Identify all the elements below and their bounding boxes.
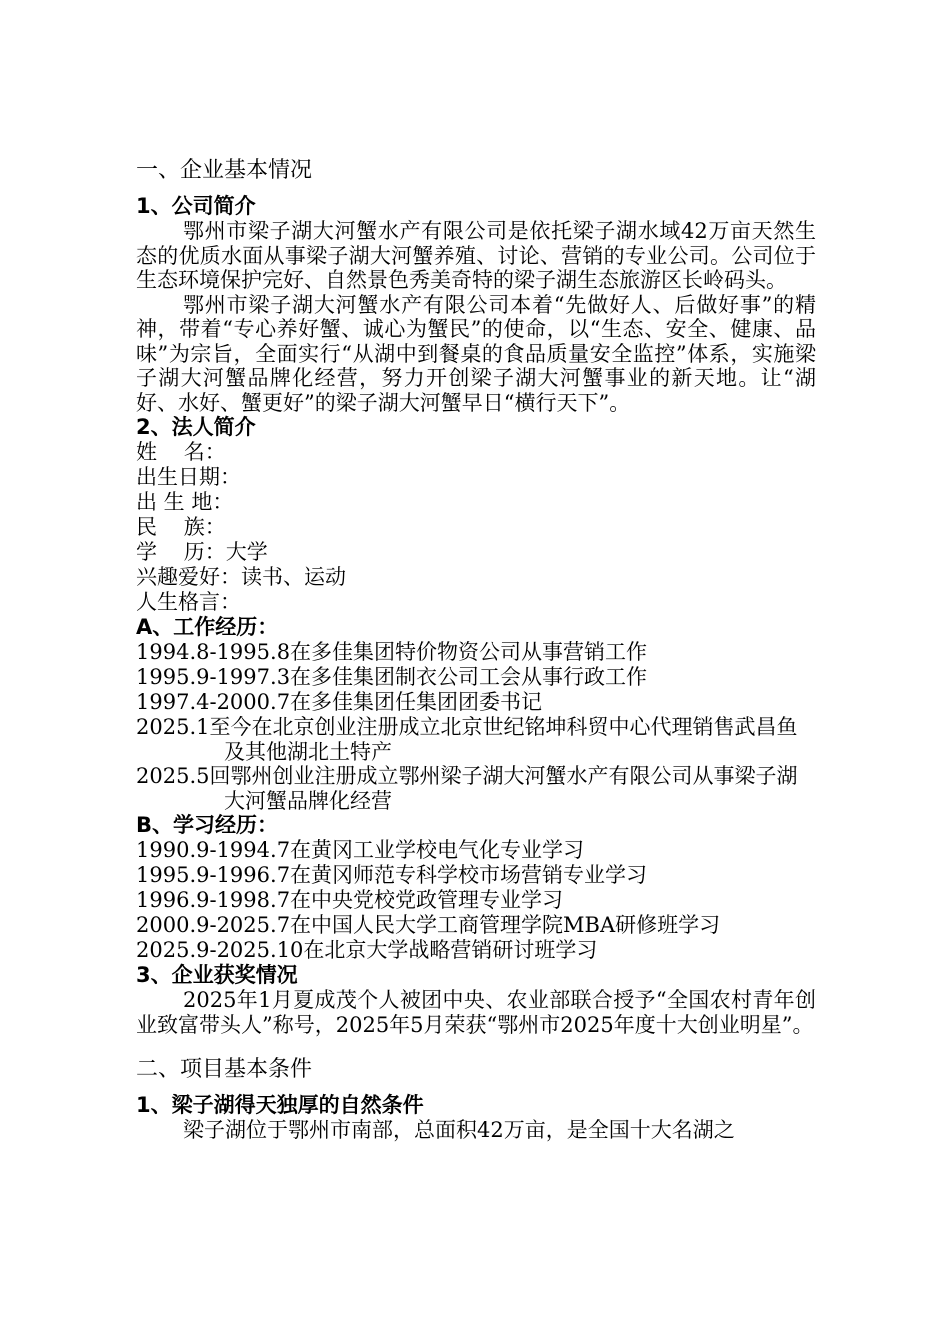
profile-motto: 人生格言： (136, 590, 241, 614)
study-item: 1996.9-1998.7在中央党校党政管理专业学习 (136, 888, 564, 912)
subsection-title-natural-conditions: 1、梁子湖得天独厚的自然条件 (136, 1093, 424, 1117)
subsection-title-company-intro: 1、公司简介 (136, 194, 256, 218)
subsection-title-awards: 3、企业获奖情况 (136, 963, 298, 987)
profile-education: 学 历：大学 (136, 540, 268, 564)
subsection-title-legal-person: 2、法人简介 (136, 415, 256, 439)
work-item: 1994.8-1995.8在多佳集团特价物资公司从事营销工作 (136, 640, 648, 664)
section-spacer (136, 1037, 816, 1049)
document-page (136, 150, 816, 1143)
work-experience-title: A、工作经历： (136, 615, 279, 639)
work-item: 2025.1至今在北京创业注册成立北京世纪铭坤科贸中心代理销售武昌鱼及其他湖北土特产 (136, 715, 798, 764)
profile-name: 姓 名： (136, 440, 226, 464)
profile-hobbies: 兴趣爱好：读书、运动 (136, 565, 346, 589)
study-experience-title: B、学习经历： (136, 813, 279, 837)
study-item: 2000.9-2025.7在中国人民大学工商管理学院MBA研修班学习 (136, 913, 721, 937)
section-title-project-conditions: 二、项目基本条件 (136, 1057, 313, 1082)
company-intro-paragraph-1: 鄂州市梁子湖大河蟹水产有限公司是依托梁子湖水域42万亩天然生态的优质水面从事梁子湖大河蟹养殖、讨论、营销的专业公司。公司位于生态环境保护完好、自然景色秀美奇特的梁子湖生态旅游区长岭码头。 (136, 219, 816, 292)
profile-birth-date: 出生日期： (136, 465, 241, 489)
profile-ethnicity: 民 族： (136, 515, 226, 539)
company-intro-paragraph-2: 鄂州市梁子湖大河蟹水产有限公司本着“先做好人、后做好事”的精神，带着“专心养好蟹、诚心为蟹民”的使命，以“生态、安全、健康、品味”为宗旨，全面实行“从湖中到餐桌的食品质量安全监控”体系，实施梁子湖大河蟹品牌化经营，努力开创梁子湖大河蟹事业的新天地。让“湖好、水好、蟹更好”的梁子湖大河蟹早日“横行天下”。 (136, 292, 816, 415)
work-item: 1997.4-2000.7在多佳集团任集团团委书记 (136, 690, 543, 714)
section-title-enterprise: 一、企业基本情况 (136, 158, 313, 183)
awards-paragraph: 2025年1月夏成茂个人被团中央、农业部联合授予“全国农村青年创业致富带头人”称号，2025年5月荣获“鄂州市2025年度十大创业明星”。 (136, 988, 816, 1037)
study-item: 2025.9-2025.10在北京大学战略营销研讨班学习 (136, 938, 598, 962)
study-item: 1990.9-1994.7在黄冈工业学校电气化专业学习 (136, 838, 585, 862)
profile-birthplace: 出 生 地： (136, 490, 234, 514)
work-item: 2025.5回鄂州创业注册成立鄂州梁子湖大河蟹水产有限公司从事梁子湖大河蟹品牌化经营 (136, 764, 798, 813)
natural-conditions-paragraph: 梁子湖位于鄂州市南部，总面积42万亩，是全国十大名湖之 (183, 1118, 735, 1142)
work-item: 1995.9-1997.3在多佳集团制衣公司工会从事行政工作 (136, 665, 648, 689)
study-item: 1995.9-1996.7在黄冈师范专科学校市场营销专业学习 (136, 863, 648, 887)
